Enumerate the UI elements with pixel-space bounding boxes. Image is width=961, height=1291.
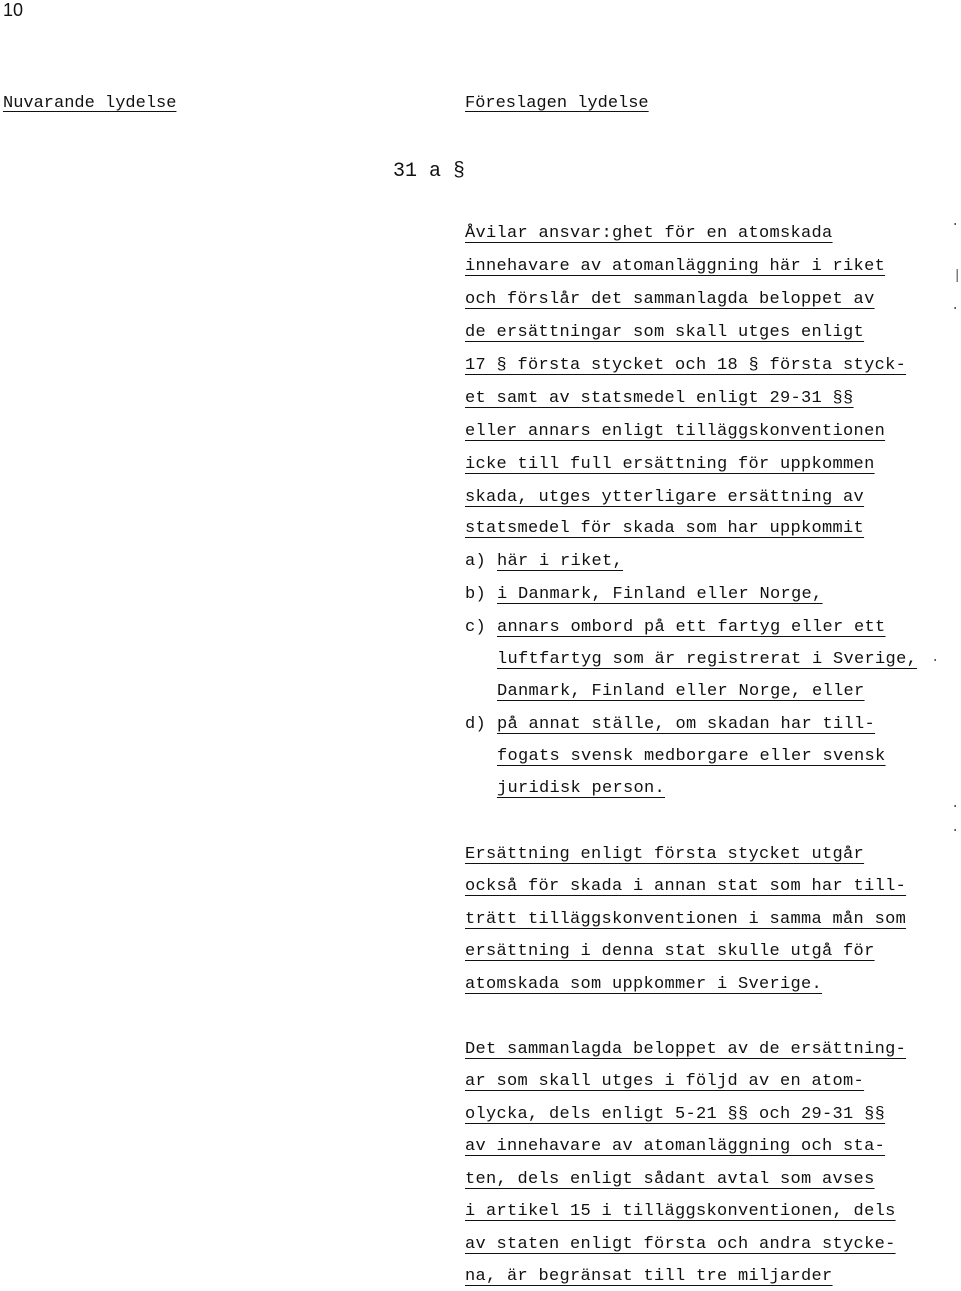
list-label: c) (465, 618, 487, 637)
text-line: eller annars enligt tilläggskonventionen (465, 422, 886, 441)
text-line: na, är begränsat till tre miljarder (465, 1267, 833, 1286)
text-line: de ersättningar som skall utges enligt (465, 323, 865, 342)
list-item-text: på annat ställe, om skadan har till- (497, 715, 876, 734)
list-item-text: Danmark, Finland eller Norge, eller (497, 682, 865, 701)
list-item-text: här i riket, (497, 552, 624, 571)
list-item-text: i Danmark, Finland eller Norge, (497, 585, 823, 604)
list-label: a) (465, 552, 487, 571)
list-item-text: luftfartyg som är registrerat i Sverige, (497, 650, 918, 669)
text-line: innehavare av atomanläggning här i riket (465, 257, 886, 276)
text-line: skada, utges ytterligare ersättning av (465, 488, 865, 507)
text-line: trätt tilläggskonventionen i samma mån som (465, 910, 907, 929)
text-line: Åvilar ansvar:ghet för en atomskada (465, 224, 833, 243)
text-line: också för skada i annan stat som har till- (465, 877, 907, 896)
list-item-text: juridisk person. (497, 779, 666, 798)
list-label: d) (465, 715, 487, 734)
text-line: ten, dels enligt sådant avtal som avses (465, 1170, 875, 1189)
margin-dot-mark: . (951, 796, 960, 812)
text-line: av staten enligt första och andra stycke- (465, 1235, 896, 1254)
text-line: Det sammanlagda beloppet av de ersättning- (465, 1040, 907, 1059)
margin-dot-mark: . (951, 820, 960, 836)
text-line: icke till full ersättning för uppkommen (465, 455, 875, 474)
margin-dot-mark: . (951, 214, 960, 230)
column-heading-proposed: Föreslagen lydelse (465, 94, 649, 113)
page-number: 10 (3, 0, 24, 20)
margin-bar-mark: | (953, 268, 961, 284)
text-line: Ersättning enligt första stycket utgår (465, 845, 865, 864)
text-line: ar som skall utges i följd av en atom- (465, 1072, 865, 1091)
list-item-text: fogats svensk medborgare eller svensk (497, 747, 886, 766)
text-line: et samt av statsmedel enligt 29-31 §§ (465, 389, 854, 408)
margin-dot-mark: . (931, 650, 940, 666)
list-item-text: annars ombord på ett fartyg eller ett (497, 618, 886, 637)
text-line: och förslår det sammanlagda beloppet av (465, 290, 875, 309)
text-line: olycka, dels enligt 5-21 §§ och 29-31 §§ (465, 1105, 886, 1124)
text-line: ersättning i denna stat skulle utgå för (465, 942, 875, 961)
column-heading-current: Nuvarande lydelse (3, 94, 177, 113)
text-line: i artikel 15 i tilläggskonventionen, dels (465, 1202, 896, 1221)
text-line: atomskada som uppkommer i Sverige. (465, 975, 823, 994)
section-heading: 31 a § (393, 160, 466, 183)
list-label: b) (465, 585, 487, 604)
text-line: av innehavare av atomanläggning och sta- (465, 1137, 886, 1156)
text-line: statsmedel för skada som har uppkommit (465, 519, 865, 538)
text-line: 17 § första stycket och 18 § första styck- (465, 356, 907, 375)
margin-dot-mark: . (951, 298, 960, 314)
